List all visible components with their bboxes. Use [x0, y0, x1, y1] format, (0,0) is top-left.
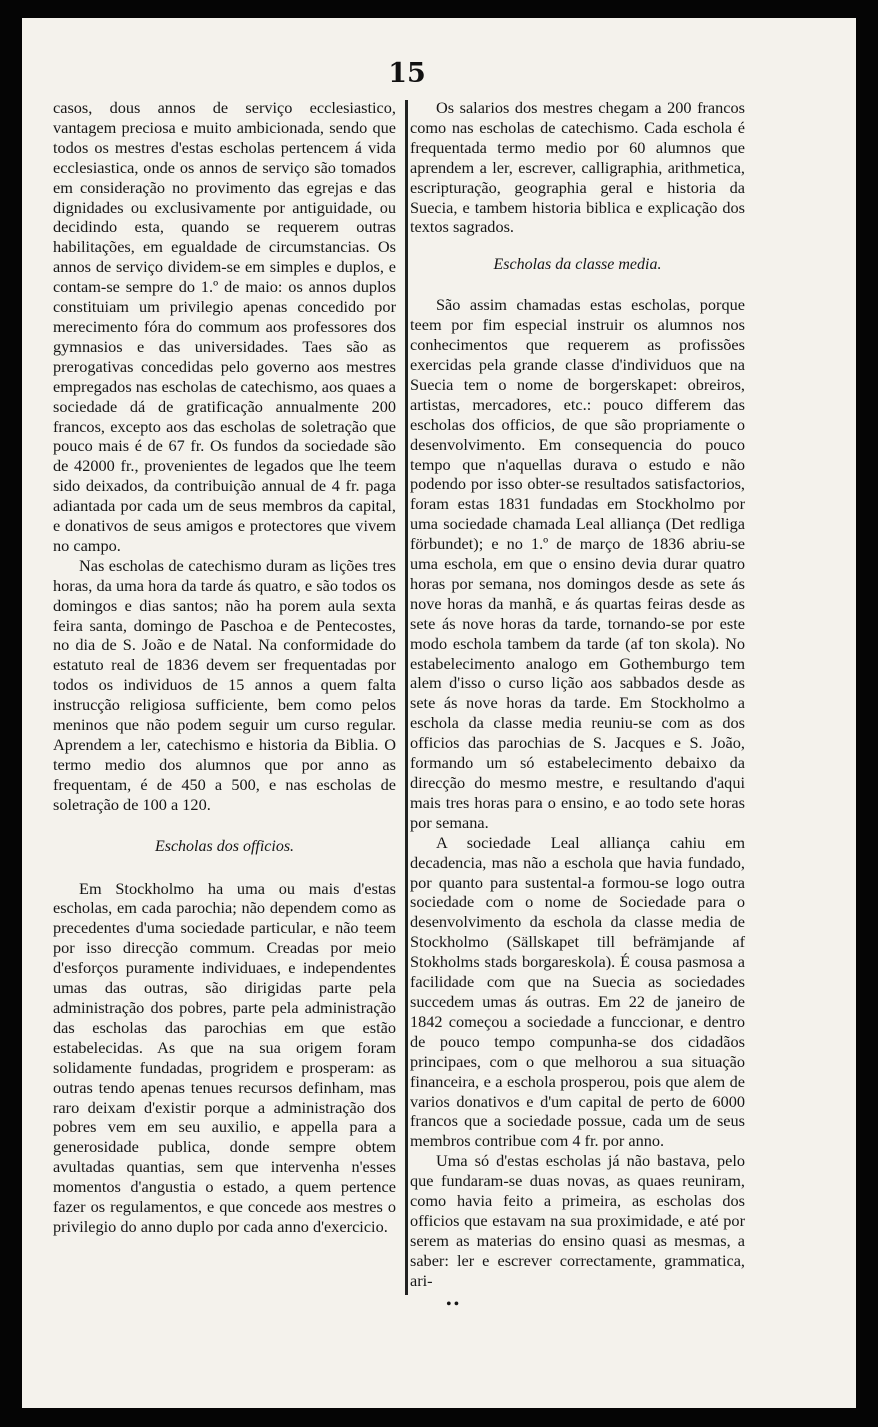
right-paragraph-2: São assim chamadas estas escholas, porque teem por fim especial instruir os alumnos nos conhecimentos que requerem as profissões exercidas pela grande classe d'individuos que na Suecia tem o nome de borgerskapet: obreiros, artistas, mercadores, etc.: pouco differem das escholas dos officios, de que são propriamente o desenvolvimento. Em consequencia do pouco tempo que n'aquellas durava o estudo e não podendo por isso obter-se resultados satisfactorios, foram estas 1831 fundadas em Stockholmo por uma sociedade chamada Leal alliança (Det redliga förbundet); e no 1.º de março de 1836 abriu-se uma eschola, em que o ensino devia durar quatro horas por semana, nos domingos desde as sete ás nove horas da manhã, e ás quartas feiras desde as sete ás nove horas da tarde, tornando-se por este modo eschola tambem da tarde (af ton skola). No estabelecimento analogo em Gothemburgo tem alem d'isso o curso lição aos sabbados desde as sete ás nove horas da tarde. Em Stockholmo a eschola da classe media reuniu-se com as dos officios das parochias de S. Jacques e S. João, formando um só estabelecimento debaixo da direcção do mesmo mestre, e resultando d'aqui mais tres horas para o ensino, e ao todo sete horas por semana.: [410, 295, 745, 832]
section-heading-escholas-da-classe-media: Escholas da classe media.: [493, 256, 662, 274]
left-paragraph-3: Em Stockholmo ha uma ou mais d'estas escholas, em cada parochia; não dependem como as precedentes d'uma sociedade particular, e não teem por isso direcção commum. Creadas por meio d'esforços puramente individuaes, e independentes umas das outras, são dirigidas parte pela administração dos pobres, parte pela administração das escholas das parochias em que estão estabelecidas. As que na sua origem foram solidamente fundadas, progridem e prosperam: as outras tendo apenas tenues recursos definham, mas raro deixam d'existir porque a administração dos pobres vem em seu auxilio, e appella para a generosidade publica, donde sempre obtem avultadas quantias, sem que intervenha n'esses momentos d'angustia o estado, a quem pertence fazer os regulamentos, e que concede aos mestres o privilegio do anno duplo por cada anno d'exercicio.: [53, 878, 396, 1236]
document-page: [22, 18, 856, 1408]
footer-mark: ••: [446, 1295, 462, 1313]
left-paragraph-1: casos, dous annos de serviço ecclesiastico, vantagem preciosa e muito ambicionada, sendo que todos os mestres d'estas escholas pertencem á vida ecclesiastica, onde os annos de serviço são tomados em consideração no provimento das egrejas e das dignidades ou exclusivamente por antiguidade, ou decidindo esta, quando se requerem outras habilitações, em egualdade de circumstancias. Os annos de serviço dividem-se em simples e duplos, e contam-se sempre do 1.º de maio: os annos duplos constituiam um privilegio apenas concedido por merecimento fóra do commum aos professores dos gymnasios e das universidades. Taes são as prerogativas concedidas pelo governo aos mestres empregados nas escholas de catechismo, aos quaes a sociedade dá de gratificação annualmente 200 francos, excepto aos das escholas de soletração que pouco mais é de 67 fr. Os fundos da sociedade são de 42000 fr., provenientes de legados que lhe teem sido deixados, da contribuição annual de 4 fr. paga adiantada por cada um de seus membros da capital, e donativos de seus amigos e protectores que vivem no campo.: [53, 98, 396, 555]
left-column: [53, 98, 396, 1237]
right-column: [396, 98, 745, 1314]
right-paragraph-4: Uma só d'estas escholas já não bastava, pelo que fundaram-se duas novas, as quaes reuniram, como havia feito a primeira, as escholas dos officios que estavam na sua proximidade, e até por serem as materias do ensino quasi as mesmas, a saber: ler e escrever correctamente, grammatica, ari-: [410, 1151, 745, 1290]
page-number: 15: [388, 58, 426, 89]
section-heading-escholas-dos-officios: Escholas dos officios.: [154, 837, 295, 855]
right-paragraph-3: A sociedade Leal alliança cahiu em decadencia, mas não a eschola que havia fundado, por quanto para sustental-a formou-se logo outra sociedade com o nome de Sociedade para o desenvolvimento da eschola da classe media de Stockholmo (Sällskapet till befrämjande af Stokholms stads borgareskola). É cousa pasmosa a facilidade com que na Suecia as sociedades succedem umas ás outras. Em 22 de janeiro de 1842 começou a sociedade a funccionar, e dentro de pouco tempo compunha-se dos cidadãos principaes, com o que melhorou a sua situação financeira, e a eschola prosperou, pois que alem de varios donativos e d'um capital de perto de 6000 francos que a sociedade possue, cada um de seus membros contribue com 4 fr. por anno.: [410, 832, 745, 1151]
left-paragraph-2: Nas escholas de catechismo duram as lições tres horas, da uma hora da tarde ás quatro, e são todos os domingos e dias santos; não ha porem aula sexta feira santa, domingo de Paschoa e de Pentecostes, no dia de S. João e de Natal. Na conformidade do estatuto real de 1836 devem ser frequentadas por todos os individuos de 15 annos a quem falta instrucção religiosa sufficiente, bem como pelos meninos que não podem seguir um curso regular. Aprendem a ler, catechismo e historia da Biblia. O termo medio dos alumnos que por anno as frequentam, é de 450 a 500, e nas escholas de soletração de 100 a 120.: [53, 555, 396, 814]
right-paragraph-1: Os salarios dos mestres chegam a 200 francos como nas escholas de catechismo. Cada eschola é frequentada termo medio por 60 alumnos que aprendem a ler, escrever, calligraphia, arithmetica, escripturação, geographia geral e historia da Suecia, e tambem historia biblica e explicação dos textos sagrados.: [410, 98, 745, 237]
